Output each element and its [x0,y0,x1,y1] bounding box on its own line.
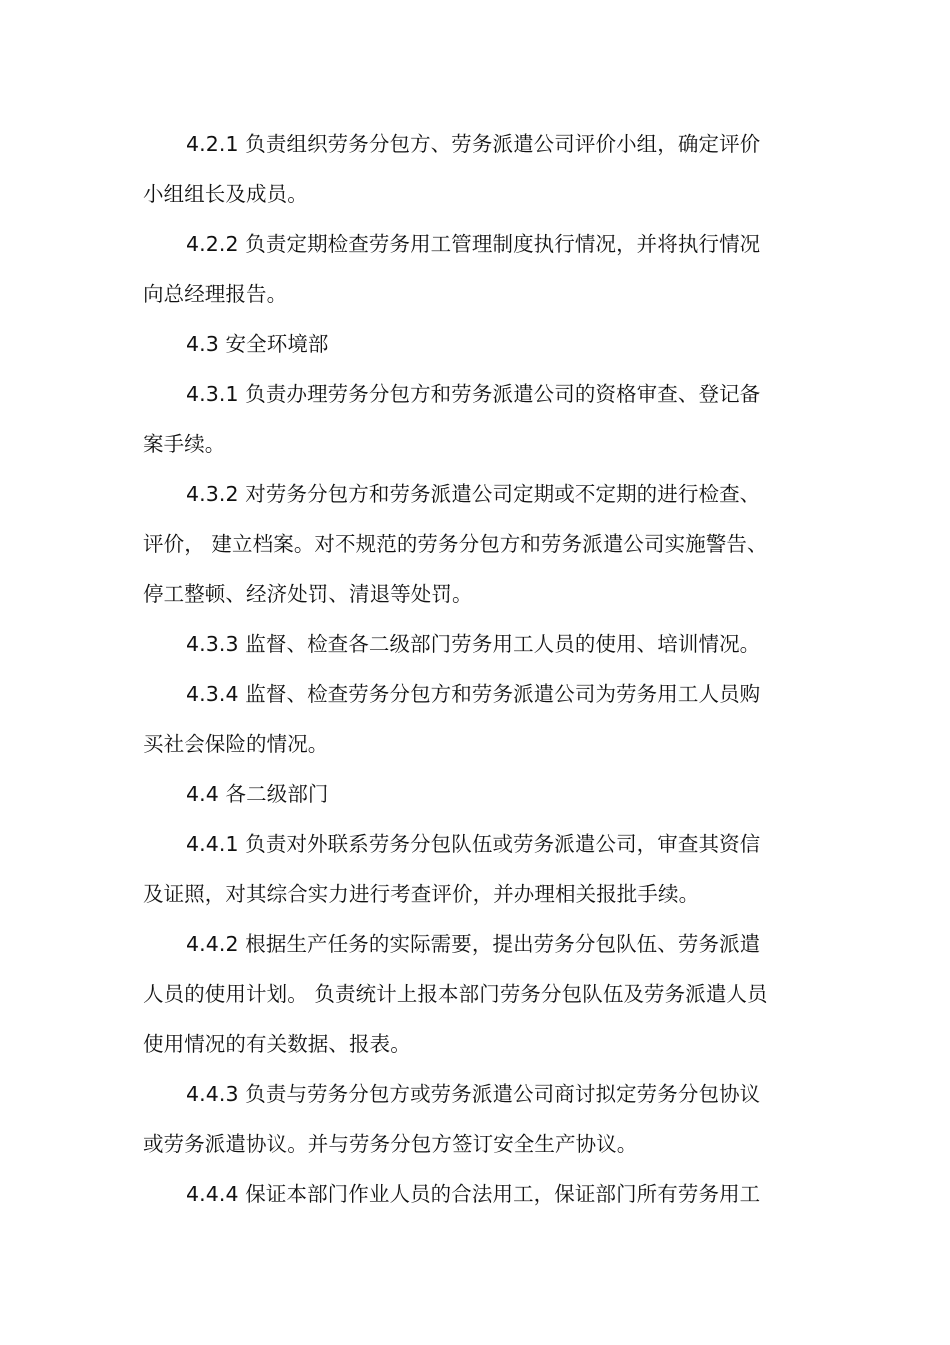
text-line-4-2-1: 4.2.1 负责组织劳务分包方、劳务派遣公司评价小组，确定评价 [186,132,761,156]
text-line-4-4-1: 4.4.1 负责对外联系劳务分包队伍或劳务派遣公司，审查其资信 [186,832,761,856]
section-heading-4-4: 4.4 各二级部门 [186,782,329,806]
text-line-4-3-3: 4.3.3 监督、检查各二级部门劳务用工人员的使用、培训情况。 [186,632,761,656]
text-line-4-3-4: 4.3.4 监督、检查劳务分包方和劳务派遣公司为劳务用工人员购 [186,682,761,706]
text-line-4-4-4: 4.4.4 保证本部门作业人员的合法用工，保证部门所有劳务用工 [186,1182,761,1206]
text-line-4-4-3-cont: 或劳务派遣协议。并与劳务分包方签订安全生产协议。 [143,1132,638,1156]
text-line-4-4-2-cont2: 使用情况的有关数据、报表。 [143,1032,411,1056]
text-line-4-2-2-cont: 向总经理报告。 [143,282,288,306]
text-line-4-4-1-cont: 及证照，对其综合实力进行考查评价，并办理相关报批手续。 [143,882,700,906]
text-line-4-3-1-cont: 案手续。 [143,432,226,456]
text-line-4-2-2: 4.2.2 负责定期检查劳务用工管理制度执行情况，并将执行情况 [186,232,761,256]
text-line-4-2-1-cont: 小组组长及成员。 [143,182,308,206]
text-line-4-3-2: 4.3.2 对劳务分包方和劳务派遣公司定期或不定期的进行检查、 [186,482,761,506]
text-line-4-4-3: 4.4.3 负责与劳务分包方或劳务派遣公司商讨拟定劳务分包协议 [186,1082,761,1106]
text-line-4-4-2-cont1: 人员的使用计划。 负责统计上报本部门劳务分包队伍及劳务派遣人员 [143,982,768,1006]
text-line-4-3-2-cont2: 停工整顿、经济处罚、清退等处罚。 [143,582,473,606]
text-line-4-4-2: 4.4.2 根据生产任务的实际需要，提出劳务分包队伍、劳务派遣 [186,932,761,956]
text-line-4-3-4-cont: 买社会保险的情况。 [143,732,329,756]
section-heading-4-3: 4.3 安全环境部 [186,332,329,356]
text-line-4-3-1: 4.3.1 负责办理劳务分包方和劳务派遣公司的资格审查、登记备 [186,382,761,406]
text-line-4-3-2-cont1: 评价， 建立档案。对不规范的劳务分包方和劳务派遣公司实施警告、 [143,532,768,556]
